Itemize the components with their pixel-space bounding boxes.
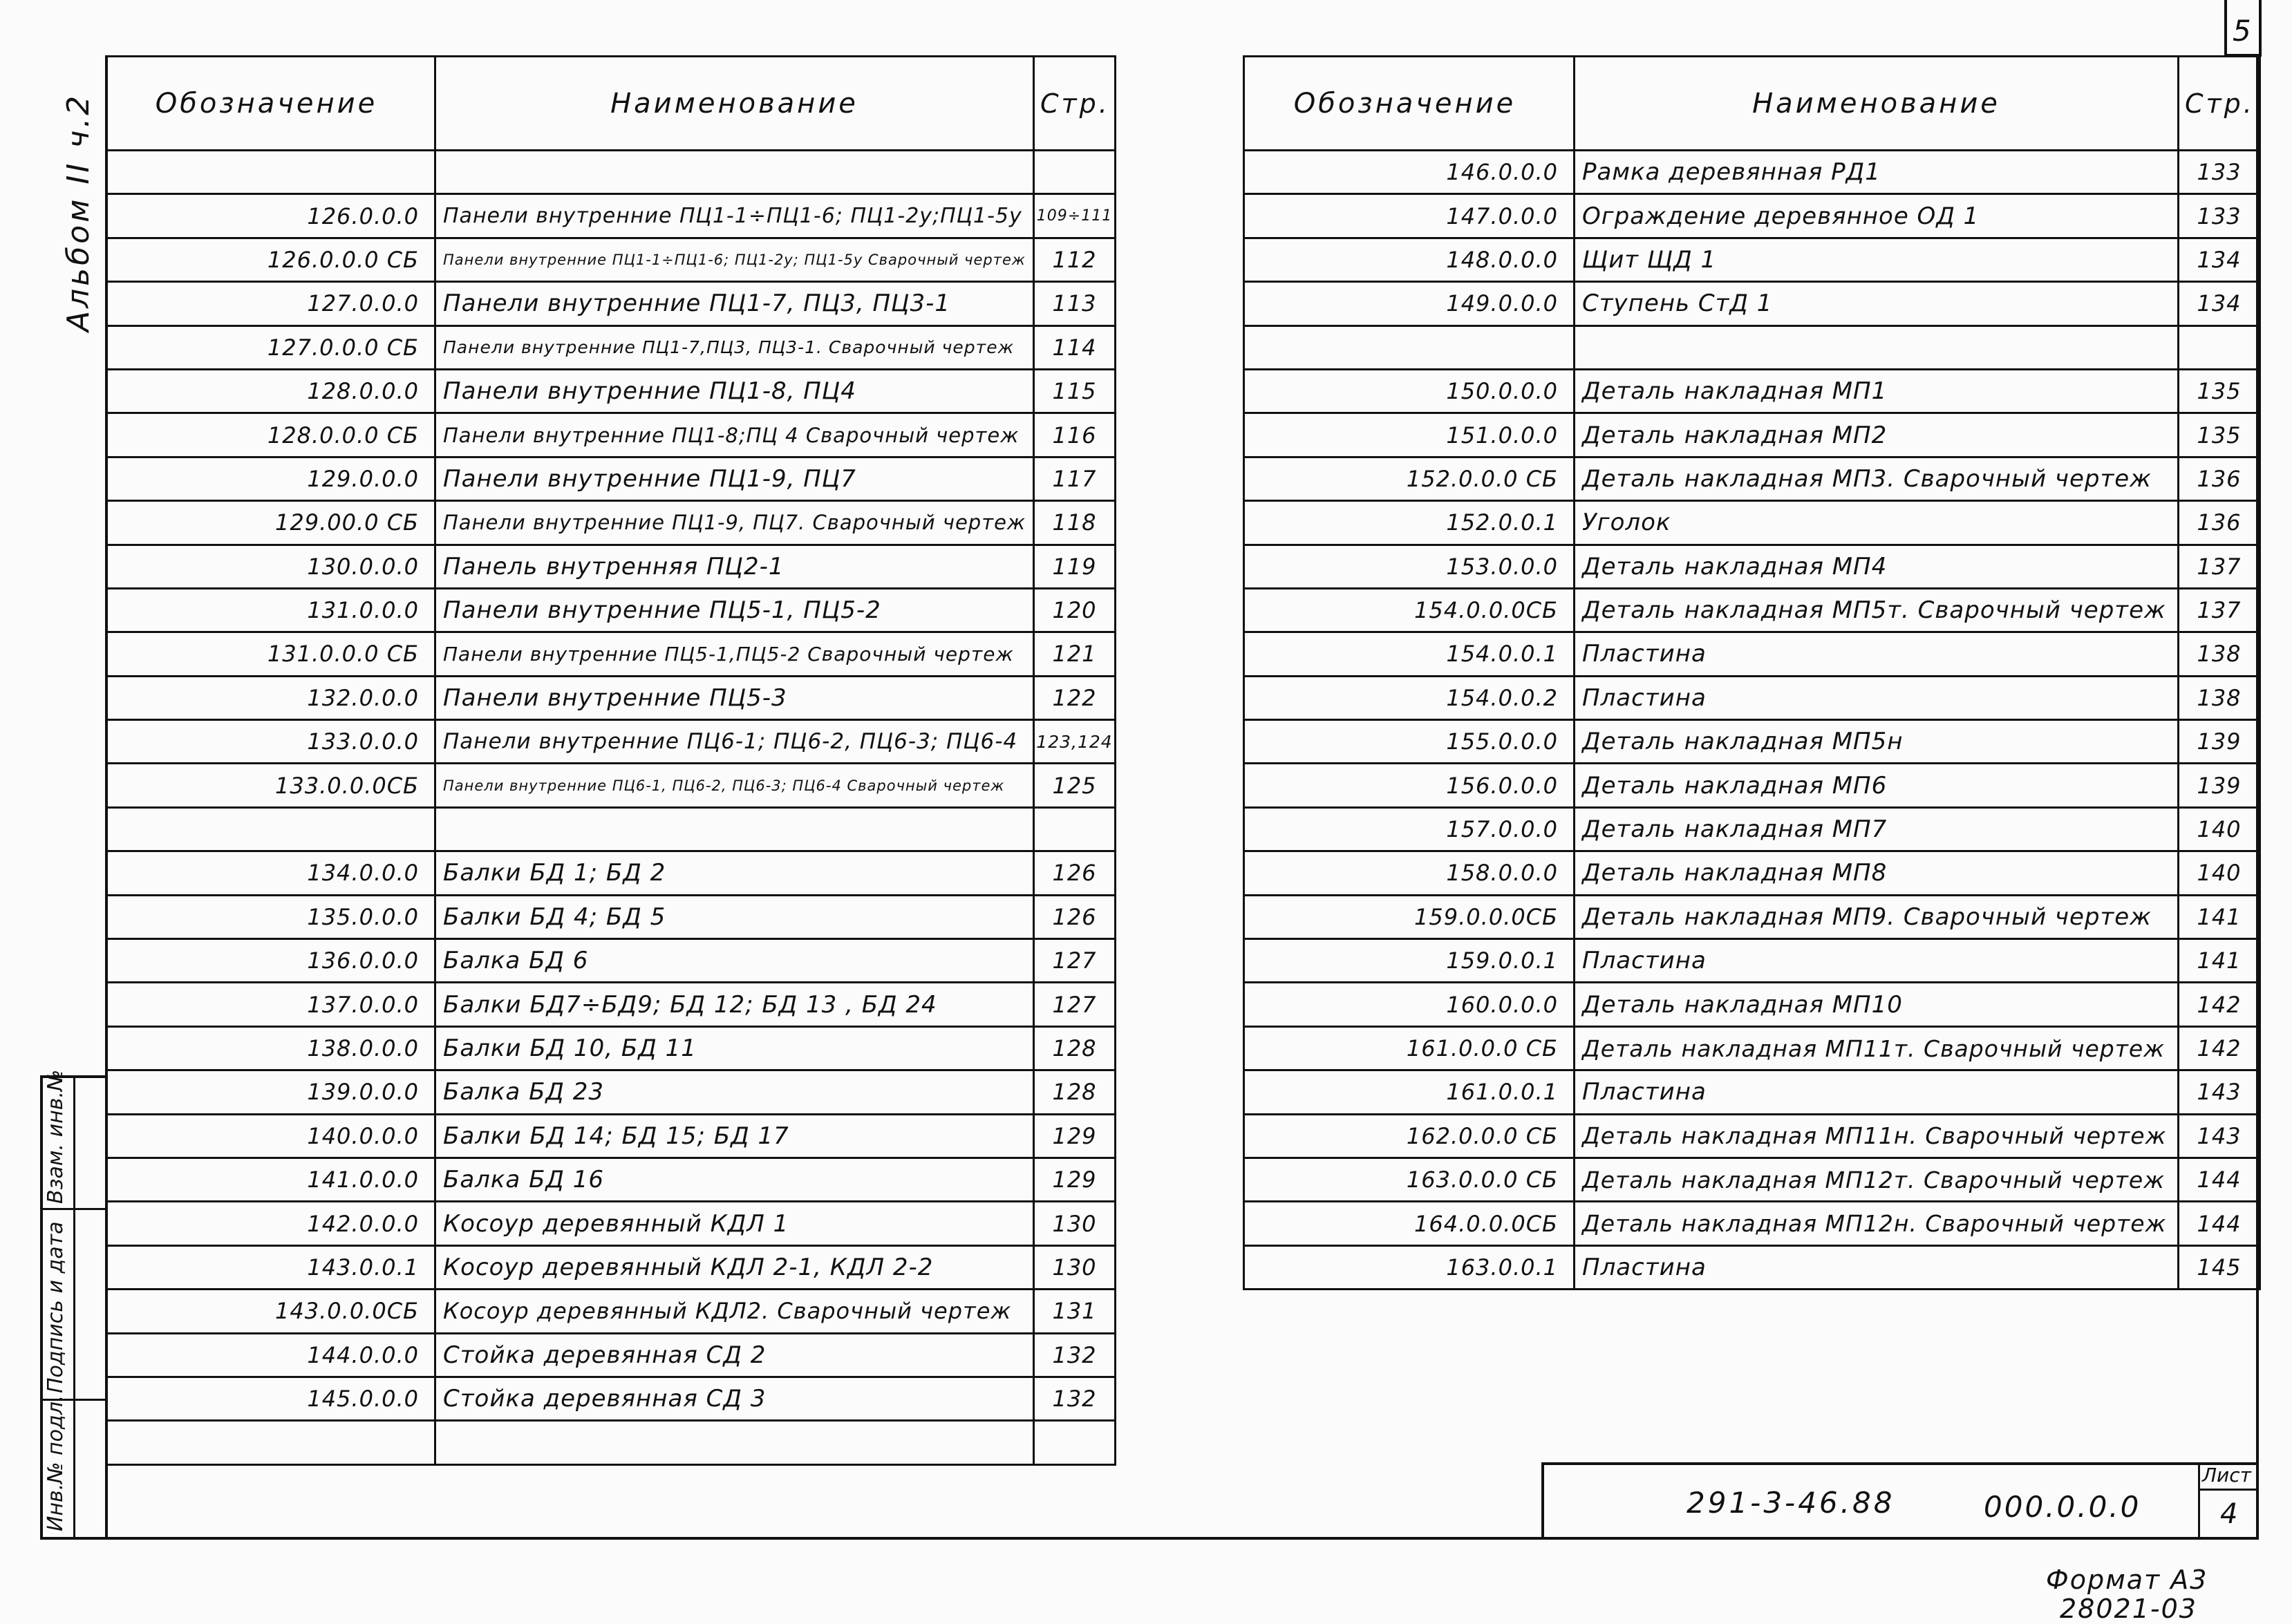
page-cell: 128: [1034, 1026, 1116, 1070]
table-row: [106, 501, 1116, 545]
designation-cell: 127.0.0.0: [106, 282, 435, 325]
designation-cell: 131.0.0.0: [106, 588, 435, 632]
name-cell: Ограждение деревянное ОД 1: [1575, 194, 2179, 238]
table-row: [106, 588, 1116, 632]
designation-cell: 134.0.0.0: [106, 851, 435, 895]
name-cell: Деталь накладная МП5н: [1575, 720, 2179, 764]
page-cell: 143: [2179, 1114, 2260, 1158]
name-cell: Балки БД 10, БД 11: [435, 1026, 1034, 1070]
name-cell: Деталь накладная МП8: [1575, 851, 2179, 895]
page-cell: [1034, 807, 1116, 851]
name-cell: Панели внутренние ПЦ1-7,ПЦ3, ПЦ3-1. Сварочный чертеж: [435, 325, 1034, 369]
page-cell: 114: [1034, 325, 1116, 369]
table-row: [1244, 676, 2260, 719]
designation-cell: [106, 151, 435, 194]
sheet-label: Лист: [2202, 1464, 2251, 1486]
designation-cell: 129.0.0.0: [106, 457, 435, 500]
page-cell: 139: [2179, 764, 2260, 807]
page-cell: 126: [1034, 851, 1116, 895]
page-cell: 135: [2179, 413, 2260, 457]
album-label: Альбом II ч.2: [61, 93, 96, 332]
table-row: [106, 413, 1116, 457]
page-cell: 118: [1034, 501, 1116, 545]
designation-cell: 144.0.0.0: [106, 1333, 435, 1377]
table-row: [1244, 632, 2260, 676]
table-row: [106, 545, 1116, 588]
page-cell: 139: [2179, 720, 2260, 764]
name-cell: Балка БД 23: [435, 1070, 1034, 1114]
designation-cell: 161.0.0.1: [1244, 1070, 1575, 1114]
table-row: [1244, 501, 2260, 545]
page-cell: 115: [1034, 369, 1116, 413]
title-block-divider: [2198, 1489, 2259, 1491]
name-cell: Пластина: [1575, 1070, 2179, 1114]
designation-cell: 148.0.0.0: [1244, 238, 1575, 281]
designation-cell: 143.0.0.0СБ: [106, 1290, 435, 1333]
table-row: [1244, 457, 2260, 500]
table-row: [1244, 369, 2260, 413]
designation-cell: 143.0.0.1: [106, 1245, 435, 1289]
table-row: [1244, 1158, 2260, 1201]
name-cell: Косоур деревянный КДЛ 2-1, КДЛ 2-2: [435, 1245, 1034, 1289]
page-cell: 123,124: [1034, 720, 1116, 764]
table-header: [1244, 57, 2260, 151]
designation-cell: 126.0.0.0 СБ: [106, 238, 435, 281]
name-cell: Деталь накладная МП7: [1575, 807, 2179, 851]
page-cell: 138: [2179, 632, 2260, 676]
name-cell: Панели внутренние ПЦ6-1; ПЦ6-2, ПЦ6-3; ПЦ6-4: [435, 720, 1034, 764]
designation-cell: 153.0.0.0: [1244, 545, 1575, 588]
name-cell: Деталь накладная МП11н. Сварочный чертеж: [1575, 1114, 2179, 1158]
page-cell: 137: [2179, 545, 2260, 588]
table-row: [1244, 851, 2260, 895]
page-cell: 134: [2179, 282, 2260, 325]
designation-cell: 152.0.0.1: [1244, 501, 1575, 545]
name-cell: Деталь накладная МП10: [1575, 983, 2179, 1026]
name-cell: Балка БД 16: [435, 1158, 1034, 1201]
name-cell: Деталь накладная МП1: [1575, 369, 2179, 413]
table-row: [1244, 413, 2260, 457]
designation-cell: 128.0.0.0: [106, 369, 435, 413]
page-cell: 122: [1034, 676, 1116, 719]
designation-cell: [106, 1421, 435, 1464]
designation-cell: 164.0.0.0СБ: [1244, 1202, 1575, 1245]
table-row: [106, 720, 1116, 764]
table-row: [106, 676, 1116, 719]
name-cell: Деталь накладная МП5т. Сварочный чертеж: [1575, 588, 2179, 632]
header-page: Стр.: [2179, 57, 2260, 151]
table-row: [1244, 1114, 2260, 1158]
designation-cell: 152.0.0.0 СБ: [1244, 457, 1575, 500]
designation-cell: 132.0.0.0: [106, 676, 435, 719]
designation-cell: 146.0.0.0: [1244, 151, 1575, 194]
page-cell: 119: [1034, 545, 1116, 588]
table-row: [1244, 895, 2260, 938]
name-cell: Панели внутренние ПЦ6-1, ПЦ6-2, ПЦ6-3; ПЦ6-4 Сварочный чертеж: [435, 764, 1034, 807]
designation-cell: 150.0.0.0: [1244, 369, 1575, 413]
document-code: 291-3-46.88: [1687, 1486, 1895, 1520]
designation-cell: 149.0.0.0: [1244, 282, 1575, 325]
page-cell: 144: [2179, 1158, 2260, 1201]
table-row: [106, 194, 1116, 238]
table-row: [106, 151, 1116, 194]
page-cell: 120: [1034, 588, 1116, 632]
format-label: Формат А3: [2046, 1565, 2208, 1595]
designation-cell: 135.0.0.0: [106, 895, 435, 938]
table-row: [106, 764, 1116, 807]
page-cell: 144: [2179, 1202, 2260, 1245]
name-cell: Деталь накладная МП11т. Сварочный чертеж: [1575, 1026, 2179, 1070]
page-cell: 129: [1034, 1114, 1116, 1158]
page-cell: 121: [1034, 632, 1116, 676]
page-cell: 133: [2179, 151, 2260, 194]
page-cell: 136: [2179, 457, 2260, 500]
table-row: [1244, 151, 2260, 194]
page-cell: 134: [2179, 238, 2260, 281]
designation-cell: 157.0.0.0: [1244, 807, 1575, 851]
designation-cell: 163.0.0.0 СБ: [1244, 1158, 1575, 1201]
table-row: [106, 1202, 1116, 1245]
table-row: [1244, 939, 2260, 983]
table-row: [1244, 764, 2260, 807]
page-cell: 113: [1034, 282, 1116, 325]
table-row: [1244, 194, 2260, 238]
page-cell: 128: [1034, 1070, 1116, 1114]
side-stamp-divider: [73, 1075, 75, 1540]
name-cell: Рамка деревянная РД1: [1575, 151, 2179, 194]
designation-cell: 130.0.0.0: [106, 545, 435, 588]
name-cell: Панели внутренние ПЦ1-8, ПЦ4: [435, 369, 1034, 413]
table-row: [106, 807, 1116, 851]
designation-cell: 156.0.0.0: [1244, 764, 1575, 807]
designation-cell: 161.0.0.0 СБ: [1244, 1026, 1575, 1070]
name-cell: Панели внутренние ПЦ1-1÷ПЦ1-6; ПЦ1-2у;ПЦ1-5у: [435, 194, 1034, 238]
designation-cell: 139.0.0.0: [106, 1070, 435, 1114]
page-cell: 130: [1034, 1245, 1116, 1289]
page-cell: 143: [2179, 1070, 2260, 1114]
page-cell: 142: [2179, 1026, 2260, 1070]
name-cell: Деталь накладная МП3. Сварочный чертеж: [1575, 457, 2179, 500]
designation-cell: 136.0.0.0: [106, 939, 435, 983]
name-cell: Деталь накладная МП2: [1575, 413, 2179, 457]
side-stamp-line: [40, 1208, 108, 1210]
name-cell: Деталь накладная МП4: [1575, 545, 2179, 588]
table-row: [106, 1333, 1116, 1377]
archive-number: 28021-03: [2060, 1594, 2197, 1624]
name-cell: Стойка деревянная СД 3: [435, 1377, 1034, 1420]
header-designation: Обозначение: [106, 57, 435, 151]
table-header: [106, 57, 1116, 151]
name-cell: Панели внутренние ПЦ1-1÷ПЦ1-6; ПЦ1-2у; ПЦ1-5у Сварочный чертеж: [435, 238, 1034, 281]
designation-cell: 154.0.0.2: [1244, 676, 1575, 719]
designation-cell: 142.0.0.0: [106, 1202, 435, 1245]
designation-cell: 127.0.0.0 СБ: [106, 325, 435, 369]
designation-cell: 126.0.0.0: [106, 194, 435, 238]
document-designation: 000.0.0.0: [1984, 1490, 2141, 1524]
table-row: [1244, 325, 2260, 369]
name-cell: Уголок: [1575, 501, 2179, 545]
designation-cell: 138.0.0.0: [106, 1026, 435, 1070]
designation-cell: 155.0.0.0: [1244, 720, 1575, 764]
designation-cell: 154.0.0.0СБ: [1244, 588, 1575, 632]
name-cell: Балка БД 6: [435, 939, 1034, 983]
page-cell: 109÷111: [1034, 194, 1116, 238]
header-name: Наименование: [435, 57, 1034, 151]
title-block-divider: [2198, 1462, 2200, 1540]
table-row: [106, 1070, 1116, 1114]
name-cell: Панели внутренние ПЦ1-7, ПЦ3, ПЦ3-1: [435, 282, 1034, 325]
designation-cell: 147.0.0.0: [1244, 194, 1575, 238]
designation-cell: 163.0.0.1: [1244, 1245, 1575, 1289]
table-row: [106, 1290, 1116, 1333]
side-stamp-inv-label: Инв.№ подл.: [44, 1395, 68, 1531]
table-row: [1244, 720, 2260, 764]
page-cell: 137: [2179, 588, 2260, 632]
table-row: [106, 939, 1116, 983]
page-cell: 136: [2179, 501, 2260, 545]
page-cell: 129: [1034, 1158, 1116, 1201]
title-block: [1541, 1462, 2259, 1540]
page-cell: 126: [1034, 895, 1116, 938]
designation-cell: 159.0.0.1: [1244, 939, 1575, 983]
designation-cell: 128.0.0.0 СБ: [106, 413, 435, 457]
name-cell: Деталь накладная МП12т. Сварочный чертеж: [1575, 1158, 2179, 1201]
table-row: [106, 1377, 1116, 1420]
table-row: [1244, 588, 2260, 632]
table-row: [1244, 1070, 2260, 1114]
page-cell: 142: [2179, 983, 2260, 1026]
designation-cell: 133.0.0.0: [106, 720, 435, 764]
table-row: [106, 1114, 1116, 1158]
table-row: [106, 1158, 1116, 1201]
designation-cell: [106, 807, 435, 851]
table-row: [106, 1026, 1116, 1070]
designation-cell: 154.0.0.1: [1244, 632, 1575, 676]
name-cell: [435, 807, 1034, 851]
specification-table-left: [105, 55, 1116, 1466]
name-cell: [435, 1421, 1034, 1464]
page-cell: [2179, 325, 2260, 369]
designation-cell: 162.0.0.0 СБ: [1244, 1114, 1575, 1158]
page-cell: 135: [2179, 369, 2260, 413]
corner-page-number: 5: [2233, 14, 2251, 48]
page-cell: 130: [1034, 1202, 1116, 1245]
page-cell: 141: [2179, 939, 2260, 983]
name-cell: Балки БД 1; БД 2: [435, 851, 1034, 895]
page-cell: 125: [1034, 764, 1116, 807]
table-row: [1244, 282, 2260, 325]
table-row: [1244, 545, 2260, 588]
name-cell: Панели внутренние ПЦ1-9, ПЦ7: [435, 457, 1034, 500]
name-cell: Панели внутренние ПЦ5-3: [435, 676, 1034, 719]
name-cell: Пластина: [1575, 939, 2179, 983]
name-cell: Панели внутренние ПЦ5-1,ПЦ5-2 Сварочный чертеж: [435, 632, 1034, 676]
table-row: [1244, 1202, 2260, 1245]
page-cell: 127: [1034, 983, 1116, 1026]
name-cell: Деталь накладная МП12н. Сварочный чертеж: [1575, 1202, 2179, 1245]
name-cell: Стойка деревянная СД 2: [435, 1333, 1034, 1377]
name-cell: Пластина: [1575, 676, 2179, 719]
table-row: [106, 851, 1116, 895]
name-cell: Панели внутренние ПЦ1-9, ПЦ7. Сварочный чертеж: [435, 501, 1034, 545]
designation-cell: 133.0.0.0СБ: [106, 764, 435, 807]
designation-cell: 129.00.0 СБ: [106, 501, 435, 545]
name-cell: Балки БД 4; БД 5: [435, 895, 1034, 938]
page-cell: 145: [2179, 1245, 2260, 1289]
name-cell: Балки БД 14; БД 15; БД 17: [435, 1114, 1034, 1158]
table-row: [1244, 1245, 2260, 1289]
name-cell: Пластина: [1575, 632, 2179, 676]
table-row: [106, 282, 1116, 325]
name-cell: Панели внутренние ПЦ1-8;ПЦ 4 Сварочный чертеж: [435, 413, 1034, 457]
header-page: Стр.: [1034, 57, 1116, 151]
page-cell: 138: [2179, 676, 2260, 719]
designation-cell: 159.0.0.0СБ: [1244, 895, 1575, 938]
page-cell: 131: [1034, 1290, 1116, 1333]
page-cell: 127: [1034, 939, 1116, 983]
name-cell: Ступень СтД 1: [1575, 282, 2179, 325]
page-cell: 141: [2179, 895, 2260, 938]
name-cell: [1575, 325, 2179, 369]
table-row: [1244, 238, 2260, 281]
designation-cell: [1244, 325, 1575, 369]
designation-cell: 158.0.0.0: [1244, 851, 1575, 895]
designation-cell: 151.0.0.0: [1244, 413, 1575, 457]
page-cell: 112: [1034, 238, 1116, 281]
name-cell: Деталь накладная МП9. Сварочный чертеж: [1575, 895, 2179, 938]
designation-cell: 141.0.0.0: [106, 1158, 435, 1201]
name-cell: Косоур деревянный КДЛ 1: [435, 1202, 1034, 1245]
name-cell: Балки БД7÷БД9; БД 12; БД 13 , БД 24: [435, 983, 1034, 1026]
table-row: [106, 895, 1116, 938]
name-cell: Панель внутренняя ПЦ2-1: [435, 545, 1034, 588]
page-cell: [1034, 151, 1116, 194]
name-cell: Деталь накладная МП6: [1575, 764, 2179, 807]
name-cell: [435, 151, 1034, 194]
table-row: [106, 632, 1116, 676]
table-row: [106, 457, 1116, 500]
table-row: [1244, 983, 2260, 1026]
name-cell: Косоур деревянный КДЛ2. Сварочный чертеж: [435, 1290, 1034, 1333]
table-row: [106, 369, 1116, 413]
table-row: [1244, 807, 2260, 851]
table-row: [106, 1421, 1116, 1464]
page-cell: 117: [1034, 457, 1116, 500]
side-stamp-replace-label: Взам. инв.№: [44, 1069, 68, 1204]
name-cell: Пластина: [1575, 1245, 2179, 1289]
sheet-number: 4: [2220, 1498, 2238, 1530]
page-cell: [1034, 1421, 1116, 1464]
side-stamp-signature-label: Подпись и дата: [44, 1221, 68, 1393]
table-row: [106, 238, 1116, 281]
name-cell: Щит ЩД 1: [1575, 238, 2179, 281]
header-name: Наименование: [1575, 57, 2179, 151]
page-cell: 140: [2179, 851, 2260, 895]
table-row: [106, 983, 1116, 1026]
page-cell: 116: [1034, 413, 1116, 457]
name-cell: Панели внутренние ПЦ5-1, ПЦ5-2: [435, 588, 1034, 632]
page-cell: 132: [1034, 1377, 1116, 1420]
designation-cell: 145.0.0.0: [106, 1377, 435, 1420]
page-cell: 133: [2179, 194, 2260, 238]
page-cell: 140: [2179, 807, 2260, 851]
page-cell: 132: [1034, 1333, 1116, 1377]
specification-table-right: [1243, 55, 2261, 1290]
table-row: [106, 325, 1116, 369]
designation-cell: 140.0.0.0: [106, 1114, 435, 1158]
header-designation: Обозначение: [1244, 57, 1575, 151]
designation-cell: 137.0.0.0: [106, 983, 435, 1026]
designation-cell: 160.0.0.0: [1244, 983, 1575, 1026]
table-row: [1244, 1026, 2260, 1070]
table-row: [106, 1245, 1116, 1289]
designation-cell: 131.0.0.0 СБ: [106, 632, 435, 676]
